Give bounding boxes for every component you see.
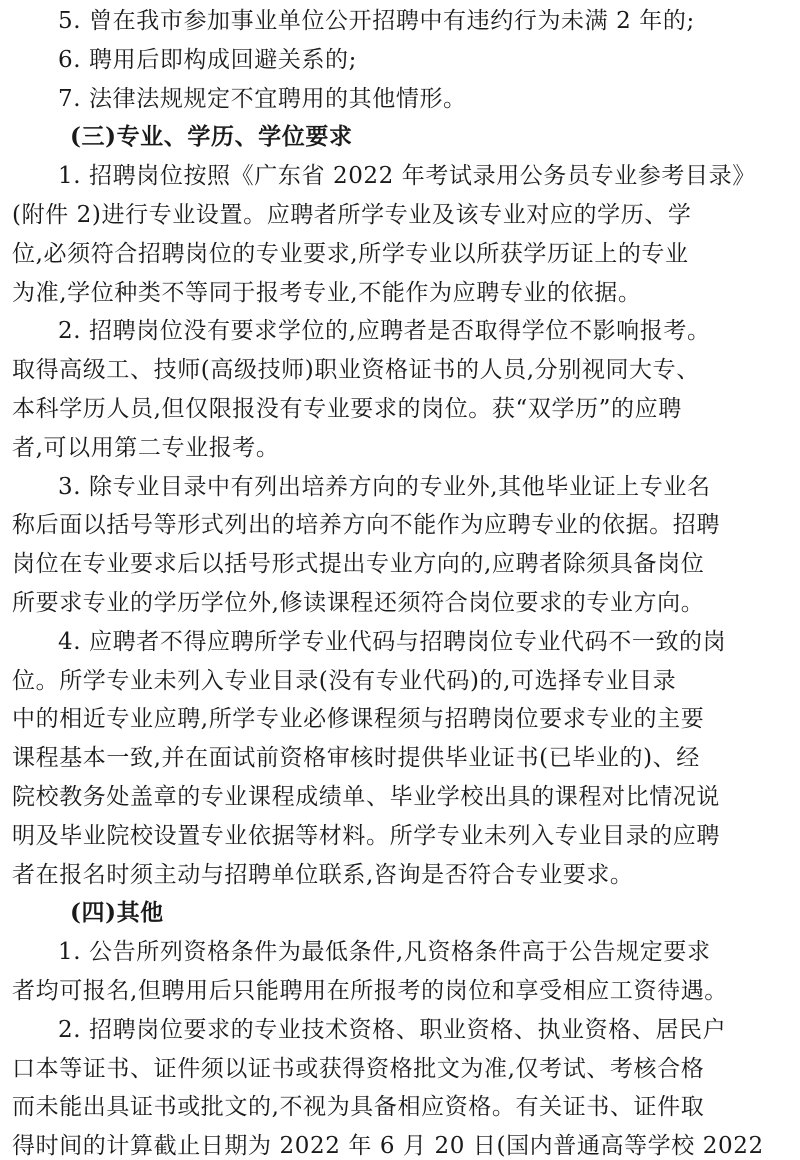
text-line: 为准,学位种类不等同于报考专业,不能作为应聘专业的依据。	[12, 279, 642, 306]
paragraph-first-line: 2. 招聘岗位没有要求学位的,应聘者是否取得学位不影响报考。	[58, 318, 711, 345]
text-line: 中的相近专业应聘,所学专业必修课程须与招聘岗位要求专业的主要	[12, 706, 705, 733]
paragraph-first-line: 3. 除专业目录中有列出培养方向的专业外,其他毕业证上专业名	[58, 473, 711, 500]
text-line: 取得高级工、技师(高级技师)职业资格证书的人员,分别视同大专、	[12, 357, 700, 384]
text-line: 者,可以用第二专业报考。	[12, 434, 280, 461]
text-line: 而未能出具证书或批文的,不视为具备相应资格。有关证书、证件取	[12, 1094, 705, 1121]
paragraph-first-line: 2. 招聘岗位要求的专业技术资格、职业资格、执业资格、居民户	[58, 1016, 727, 1043]
section-heading: (三)专业、学历、学位要求	[70, 123, 353, 151]
text-line: 6. 聘用后即构成回避关系的;	[58, 46, 358, 73]
text-line: 者在报名时须主动与招聘单位联系,咨询是否符合专业要求。	[12, 861, 634, 888]
text-line: 本科学历人员,但仅限报没有专业要求的岗位。获“双学历”的应聘	[12, 395, 682, 422]
text-line: 岗位在专业要求后以括号形式提出专业方向的,应聘者除须具备岗位	[12, 551, 705, 578]
text-line: 所要求专业的学历学位外,修读课程还须符合岗位要求的专业方向。	[12, 589, 705, 616]
paragraph-first-line: 1. 公告所列资格条件为最低条件,凡资格条件高于公告规定要求	[58, 939, 711, 966]
text-line: 称后面以括号等形式列出的培养方向不能作为应聘专业的依据。招聘	[12, 512, 720, 539]
section-heading: (四)其他	[70, 899, 164, 927]
paragraph-first-line: 1. 招聘岗位按照《广东省 2022 年考试录用公务员专业参考目录》	[58, 163, 756, 190]
paragraph-first-line: 4. 应聘者不得应聘所学专业代码与招聘岗位专业代码不一致的岗	[58, 628, 727, 655]
text-line: 7. 法律法规规定不宜聘用的其他情形。	[58, 85, 467, 112]
text-line: 位,必须符合招聘岗位的专业要求,所学专业以所获学历证上的专业	[12, 240, 689, 267]
text-line: 明及毕业院校设置专业依据等材料。所学专业未列入专业目录的应聘	[12, 822, 720, 849]
document-body	[12, 2, 792, 1160]
text-line: (附件 2)进行专业设置。应聘者所学专业及该专业对应的学历、学	[12, 201, 692, 228]
text-line: 课程基本一致,并在面试前资格审核时提供毕业证书(已毕业的)、经	[12, 745, 700, 772]
text-line: 5. 曾在我市参加事业单位公开招聘中有违约行为未满 2 年的;	[58, 8, 695, 34]
text-line: 位。所学专业未列入专业目录(没有专业代码)的,可选择专业目录	[12, 667, 677, 694]
text-line: 得时间的计算截止日期为 2022 年 6 月 20 日(国内普通高等学校 2022	[12, 1133, 764, 1160]
text-line: 口本等证书、证件须以证书或获得资格批文为准,仅考试、考核合格	[12, 1055, 705, 1082]
text-line: 院校教务处盖章的专业课程成绩单、毕业学校出具的课程对比情况说	[12, 783, 720, 810]
text-line: 者均可报名,但聘用后只能聘用在所报考的岗位和享受相应工资待遇。	[12, 977, 728, 1004]
